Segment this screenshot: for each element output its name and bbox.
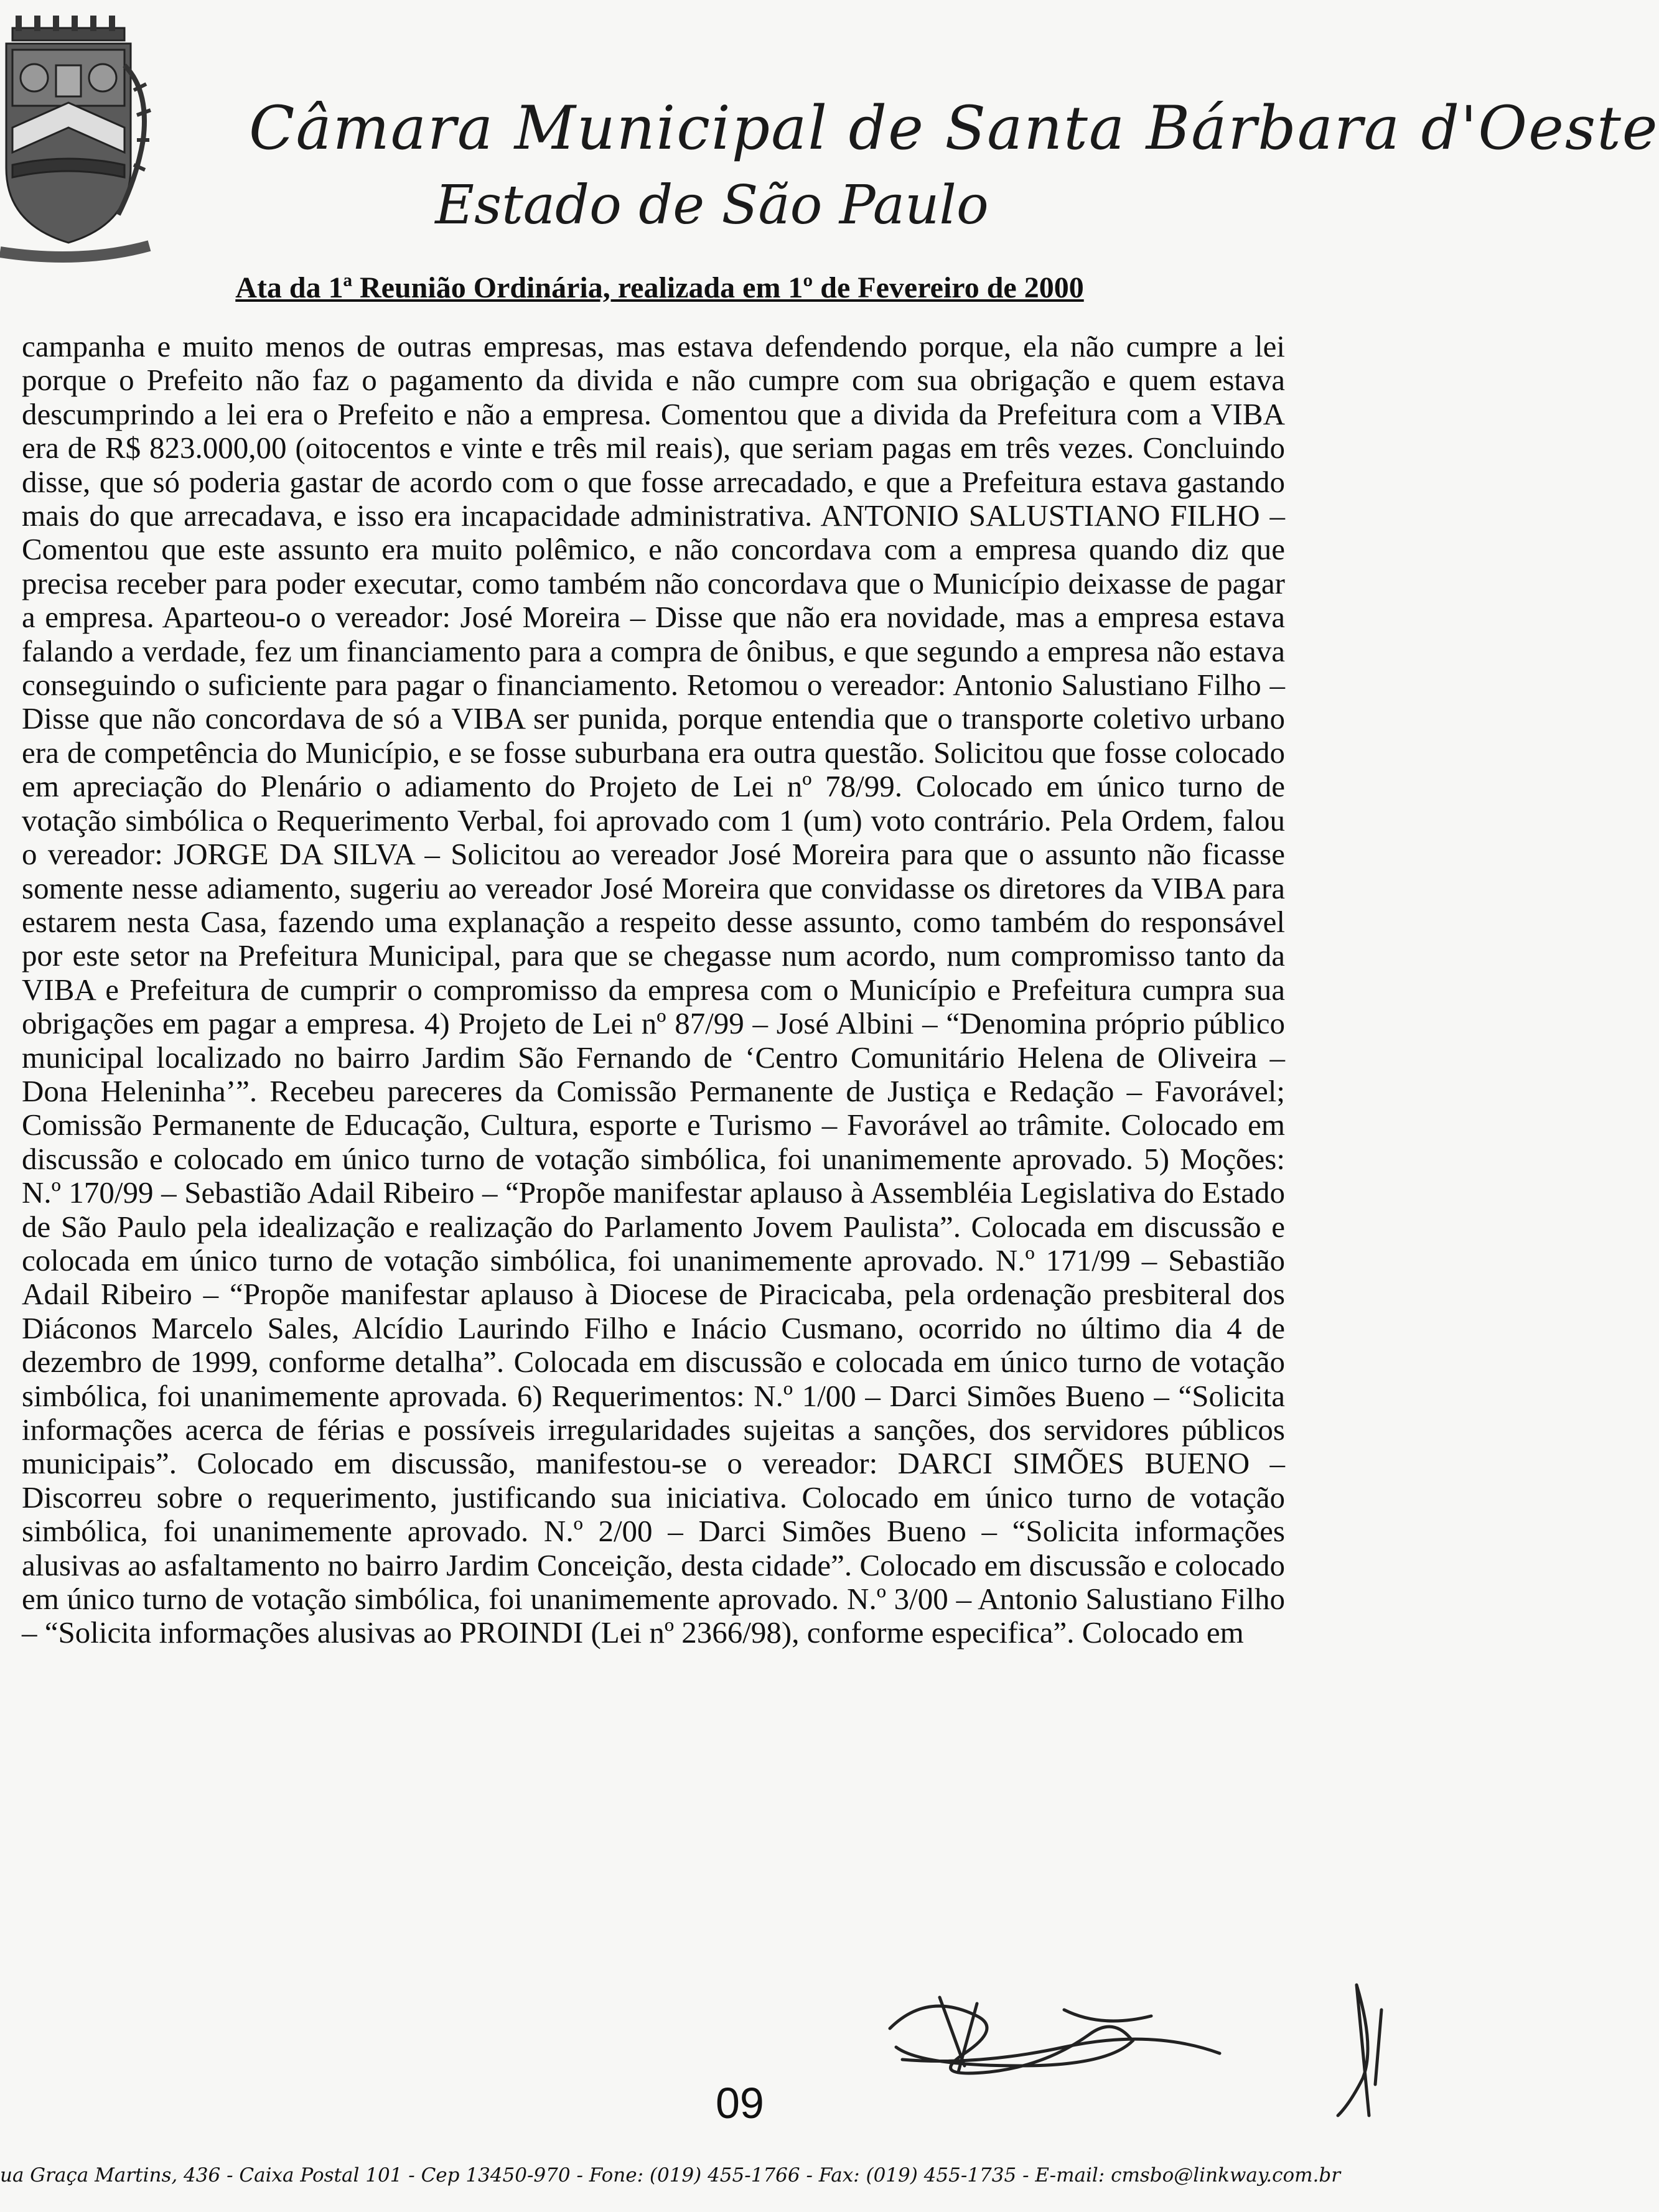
document-body	[22, 330, 1285, 1650]
footer-address: ua Graça Martins, 436 - Caixa Postal 101 - Cep 13450-970 - Fone: (019) 455-1766 - Fax: (019) 455-1735 - E-mail: cmsbo@linkway.com.br	[0, 2164, 1341, 2186]
institution-title: Câmara Municipal de Santa Bárbara d'Oeste	[249, 93, 1659, 163]
handwritten-signatures	[840, 1960, 1431, 2134]
state-subtitle: Estado de São Paulo	[435, 174, 989, 236]
page-number: 09	[716, 2079, 764, 2127]
body-paragraph: campanha e muito menos de outras empresas, mas estava defendendo porque, ela não cumpre a lei porque o Prefeito não faz o pagamento da divida e não cumpre com sua obrigação e quem estava descumprindo a lei era o Prefeito e não a empresa. Comentou que a divida da Prefeitura com a VIBA era de R$ 823.000,00 (oitocentos e vinte e três mil reais), que seriam pagas em três vezes. Concluindo disse, que só poderia gastar de acordo com o que fosse arrecadado, e que a Prefeitura estava gastando mais do que arrecadava, e isso era incapacidade administrativa. ANTONIO SALUSTIANO FILHO – Comentou que este assunto era muito polêmico, e não concordava com a empresa quando diz que precisa receber para poder executar, como também não concordava que o Município deixasse de pagar a empresa. Aparteou-o o vereador: José Moreira – Disse que não era novidade, mas a empresa estava falando a verdade, fez um financiamento para a compra de ônibus, e que segundo a empresa não estava conseguindo o suficiente para pagar o financiamento. Retomou o vereador: Antonio Salustiano Filho – Disse que não concordava de só a VIBA ser punida, porque entendia que o transporte coletivo urbano era de competência do Município, e se fosse suburbana era outra questão. Solicitou que fosse colocado em apreciação do Plenário o adiamento do Projeto de Lei nº 78/99. Colocado em único turno de votação simbólica o Requerimento Verbal, foi aprovado com 1 (um) voto contrário. Pela Ordem, falou o vereador: JORGE DA SILVA – Solicitou ao vereador José Moreira para que o assunto não ficasse somente nesse adiamento, sugeriu ao vereador José Moreira que convidasse os diretores da VIBA para estarem nesta Casa, fazendo uma explanação a respeito desse assunto, como também do responsável por este setor na Prefeitura Municipal, para que se chegasse num acordo, num compromisso tanto da VIBA e Prefeitura de cumprir o compromisso da empresa com o Município e Prefeitura cumpra sua obrigações em pagar a empresa. 4) Projeto de Lei nº 87/99 – José Albini – “Denomina próprio público municipal localizado no bairro Jardim São Fernando de ‘Centro Comunitário Helena de Oliveira – Dona Heleninha’”. Recebeu pareceres da Comissão Permanente de Justiça e Redação – Favorável; Comissão Permanente de Educação, Cultura, esporte e Turismo – Favorável ao trâmite. Colocado em discussão e colocado em único turno de votação simbólica, foi unanimemente aprovado. 5) Moções: N.º 170/99 – Sebastião Adail Ribeiro – “Propõe manifestar aplauso à Assembléia Legislativa do Estado de São Paulo pela idealização e realização do Parlamento Jovem Paulista”. Colocada em discussão e colocada em único turno de votação simbólica, foi unanimemente aprovado. N.º 171/99 – Sebastião Adail Ribeiro – “Propõe manifestar aplauso à Diocese de Piracicaba, pela ordenação presbiteral dos Diáconos Marcelo Sales, Alcídio Laurindo Filho e Inácio Cusmano, ocorrido no último dia 4 de dezembro de 1999, conforme detalha”. Colocada em discussão e colocada em único turno de votação simbólica, foi unanimemente aprovada. 6) Requerimentos: N.º 1/00 – Darci Simões Bueno – “Solicita informações acerca de férias e possíveis irregularidades sujeitas a sanções, dos servidores públicos municipais”. Colocado em discussão, manifestou-se o vereador: DARCI SIMÕES BUENO – Discorreu sobre o requerimento, justificando sua iniciativa. Colocado em único turno de votação simbólica, foi unanimemente aprovado. N.º 2/00 – Darci Simões Bueno – “Solicita informações alusivas ao asfaltamento no bairro Jardim Conceição, desta cidade”. Colocado em discussão e colocado em único turno de votação simbólica, foi unanimemente aprovado. N.º 3/00 – Antonio Salustiano Filho – “Solicita informações alusivas ao PROINDI (Lei nº 2366/98), conforme especifica”. Colocado em	[22, 329, 1285, 1650]
document-heading: Ata da 1ª Reunião Ordinária, realizada em 1º de Fevereiro de 2000	[235, 271, 1084, 304]
